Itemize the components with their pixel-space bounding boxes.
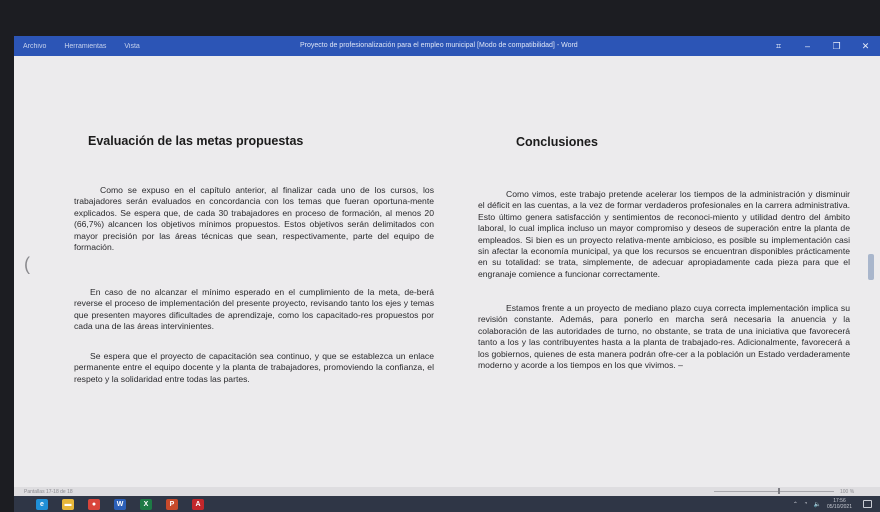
- zoom-slider[interactable]: [714, 491, 834, 492]
- left-page-heading: Evaluación de las metas propuestas: [88, 134, 304, 148]
- taskbar-apps: [22, 499, 204, 510]
- clock[interactable]: [827, 498, 852, 510]
- window-controls: [764, 36, 880, 56]
- chrome-icon[interactable]: ●: [88, 499, 100, 510]
- powerpoint-icon[interactable]: P: [166, 499, 178, 510]
- document-view[interactable]: [14, 56, 880, 487]
- system-tray: [793, 496, 852, 512]
- excel-icon[interactable]: X: [140, 499, 152, 510]
- clock-date: 05/10/2021: [826, 504, 852, 510]
- menu-herramientas[interactable]: Herramientas: [64, 42, 107, 50]
- zoom-level[interactable]: 100 %: [840, 489, 855, 495]
- page-counter: Pantallas 17-18 de 18: [24, 489, 73, 495]
- left-paragraph-3: Se espera que el proyecto de capacitación sea continuo, y que se establezca un enlace permanente entre el equipo docente y la planta de trabajadores, promoviendo la confianza, el respeto y la solidaridad entre todas las partes.: [74, 351, 434, 384]
- previous-page-icon[interactable]: (: [24, 254, 30, 274]
- restore-button[interactable]: ❐: [832, 40, 841, 51]
- left-paragraph-1: Como se expuso en el capítulo anterior, al finalizar cada uno de los cursos, los trabajadores serán evaluados en concordancia con los temas que fueran oportuna-mente explicados. Se espera que, de cada 30 trabajadores en proceso de formación, al menos 20 (66,7%) alcancen los objetivos mínimos propuestos. Estos objetivos serán delimitados con mayor precisión por las áreas técnicas que sean, respectivamente, parte del equipo de formación.: [74, 185, 434, 253]
- scrollbar-thumb[interactable]: [868, 254, 874, 280]
- ribbon-options-icon[interactable]: ⌗: [775, 40, 782, 51]
- menu-vista[interactable]: Vista: [124, 42, 140, 50]
- right-paragraph-1: Como vimos, este trabajo pretende acelerar los tiempos de la administración y disminuir el déficit en las cuentas, a la vez de formar verdaderos profesionales en la carrera administrativa. Esto último genera satisfacción y sentimientos de reconoci-miento y utilidad dentro del ámbito laboral, lo cual implica incluso un mayor compromiso y deseos de superación entre la planta de empleados. Si bien es un proyecto relativa-mente ambicioso, es posible su implementación casi sin afectar la economía municipal, ya que los recursos se encuentran disponibles prácticamente en su totalidad: se trata, simplemente, de adecuar apropiadamente cada pieza para que el engranaje comience a funcionar correctamente.: [478, 189, 850, 279]
- close-button[interactable]: ✕: [861, 40, 870, 51]
- right-page-heading: Conclusiones: [516, 135, 598, 149]
- clock-time: 17:56: [833, 498, 846, 504]
- left-page: [60, 56, 444, 487]
- left-paragraph-2: En caso de no alcanzar el mínimo esperado en el cumplimiento de la meta, de-berá reverse el proceso de implementación del presente proyecto, revisando tanto los ejes y temas que presenten mayores dificultades de aprendizaje, como los capacitado-res propuestos por cada una de las áreas intervinientes.: [74, 287, 434, 332]
- zoom-slider-handle[interactable]: [778, 488, 780, 494]
- network-icon[interactable]: ◔: [803, 501, 808, 507]
- title-bar: [14, 36, 880, 56]
- volume-icon[interactable]: 🔈: [813, 501, 821, 508]
- word-icon[interactable]: W: [114, 499, 126, 510]
- edge-icon[interactable]: e: [36, 499, 48, 510]
- status-bar: [14, 487, 880, 496]
- right-paragraph-2: Estamos frente a un proyecto de mediano plazo cuya correcta implementación implica su revisión constante. Además, para ponerlo en marcha será necesaria la anuencia y la colaboración de las autoridades de turno, no obstante, se trata de una iniciativa que favorecerá tanto a los y las contribuyentes hasta a la planta de trabajado-res. Adicionalmente, favorecerá a los gobiernos, quienes de esta manera podrán ofre-cer a la población un Estado verdaderamente moderno y acorde a los tiempos en los que vivimos. –: [478, 303, 850, 371]
- menu-archivo[interactable]: Archivo: [23, 42, 47, 50]
- notification-icon[interactable]: [863, 500, 872, 508]
- right-page: [476, 56, 848, 487]
- menu-bar: [14, 43, 140, 50]
- taskbar: [14, 496, 880, 512]
- screen: [14, 36, 880, 512]
- minimize-button[interactable]: –: [804, 41, 810, 51]
- chevron-up-icon[interactable]: ⌃: [792, 501, 798, 508]
- acrobat-icon[interactable]: A: [192, 499, 204, 510]
- window-title: Proyecto de profesionalización para el empleo municipal [Modo de compatibilidad] - Word: [300, 42, 578, 49]
- file-explorer-icon[interactable]: ▬: [62, 499, 74, 510]
